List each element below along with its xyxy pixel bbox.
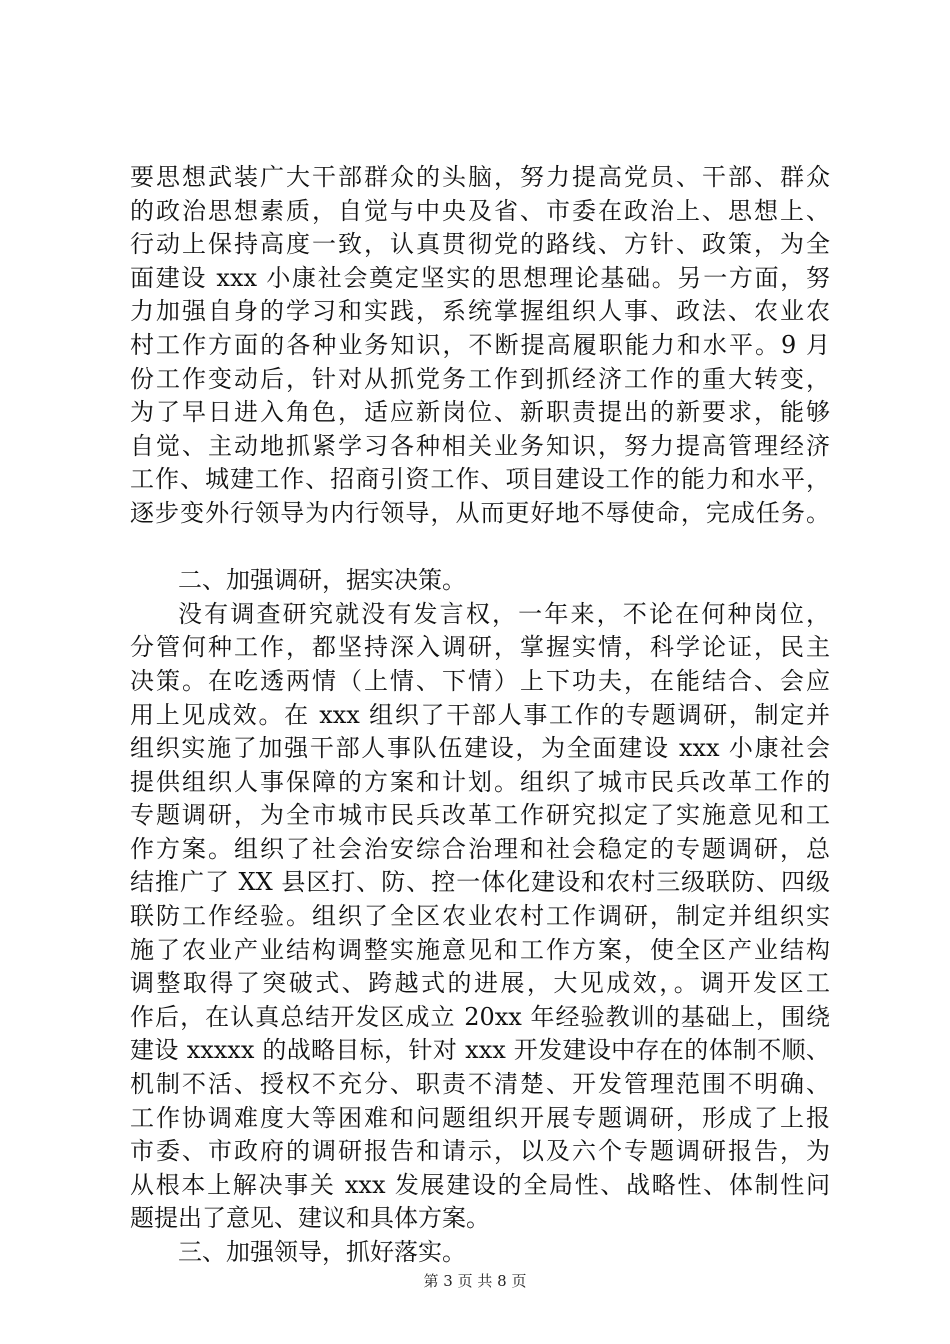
paragraph-2-line: 组织实施了加强干部人事队伍建设，为全面建设 xxx 小康社会 [130,734,830,763]
paragraph-1-line: 份工作变动后，针对从抓党务工作到抓经济工作的重大转变， [130,364,830,393]
paragraph-2-line: 联防工作经验。组织了全区农业农村工作调研，制定并组织实 [130,902,830,931]
paragraph-2-line: 没有调查研究就没有发言权，一年来，不论在何种岗位， [178,599,830,628]
paragraph-2-line: 作方案。组织了社会治安综合治理和社会稳定的专题调研，总 [130,834,830,863]
paragraph-2-line: 分管何种工作，都坚持深入调研，掌握实情，科学论证，民主 [130,633,830,662]
paragraph-1-line: 自觉、主动地抓紧学习各种相关业务知识，努力提高管理经济 [130,431,830,460]
paragraph-2-line: 建设 xxxxx 的战略目标，针对 xxx 开发建设中存在的体制不顺、 [130,1036,830,1065]
paragraph-2-line: 题提出了意见、建议和具体方案。 [130,1204,490,1233]
paragraph-2-line: 决策。在吃透两情（上情、下情）上下功夫，在能结合、会应 [130,666,830,695]
document-body [130,161,830,1270]
paragraph-1-line: 行动上保持高度一致，认真贯彻党的路线、方针、政策，为全 [130,230,830,259]
paragraph-2-line: 提供组织人事保障的方案和计划。组织了城市民兵改革工作的 [130,767,830,796]
paragraph-1-line: 力加强自身的学习和实践，系统掌握组织人事、政法、农业农 [130,297,830,326]
paragraph-2-line: 从根本上解决事关 xxx 发展建设的全局性、战略性、体制性问 [130,1170,830,1199]
paragraph-1-line: 的政治思想素质，自觉与中央及省、市委在政治上、思想上、 [130,196,830,225]
paragraph-2-line: 市委、市政府的调研报告和请示，以及六个专题调研报告，为 [130,1137,830,1166]
paragraph-2-line: 调整取得了突破式、跨越式的进展，大见成效，。调开发区工 [130,969,830,998]
paragraph-2-line: 作后，在认真总结开发区成立 20xx 年经验教训的基础上，围绕 [130,1002,830,1031]
paragraph-spacer [130,531,830,565]
paragraph-1-line: 为了早日进入角色，适应新岗位、新职责提出的新要求，能够 [130,398,830,427]
paragraph-2-line: 结推广了 XX 县区打、防、控一体化建设和农村三级联防、四级 [130,868,830,897]
paragraph-2-line: 机制不活、授权不充分、职责不清楚、开发管理范围不明确、 [130,1070,830,1099]
paragraph-1-line: 要思想武装广大干部群众的头脑，努力提高党员、干部、群众 [130,163,830,191]
paragraph-2-line: 施了农业产业结构调整实施意见和工作方案，使全区产业结构 [130,935,830,964]
paragraph-1-line: 面建设 xxx 小康社会奠定坚实的思想理论基础。另一方面，努 [130,263,830,292]
section-heading-3: 三、加强领导，抓好落实。 [178,1238,466,1266]
paragraph-2-line: 用上见成效。在 xxx 组织了干部人事工作的专题调研，制定并 [130,700,830,729]
paragraph-2-line: 专题调研，为全市城市民兵改革工作研究拟定了实施意见和工 [130,801,830,830]
paragraph-2-line: 工作协调难度大等困难和问题组织开展专题调研，形成了上报 [130,1103,830,1132]
section-heading-2: 二、加强调研，据实决策。 [178,566,466,595]
page-number-footer: 第 3 页 共 8 页 [423,1272,527,1290]
paragraph-1-line: 村工作方面的各种业务知识，不断提高履职能力和水平。9 月 [130,330,830,359]
paragraph-1-line: 逐步变外行领导为内行领导，从而更好地不辱使命，完成任务。 [130,498,830,527]
paragraph-1-line: 工作、城建工作、招商引资工作、项目建设工作的能力和水平， [130,465,830,494]
